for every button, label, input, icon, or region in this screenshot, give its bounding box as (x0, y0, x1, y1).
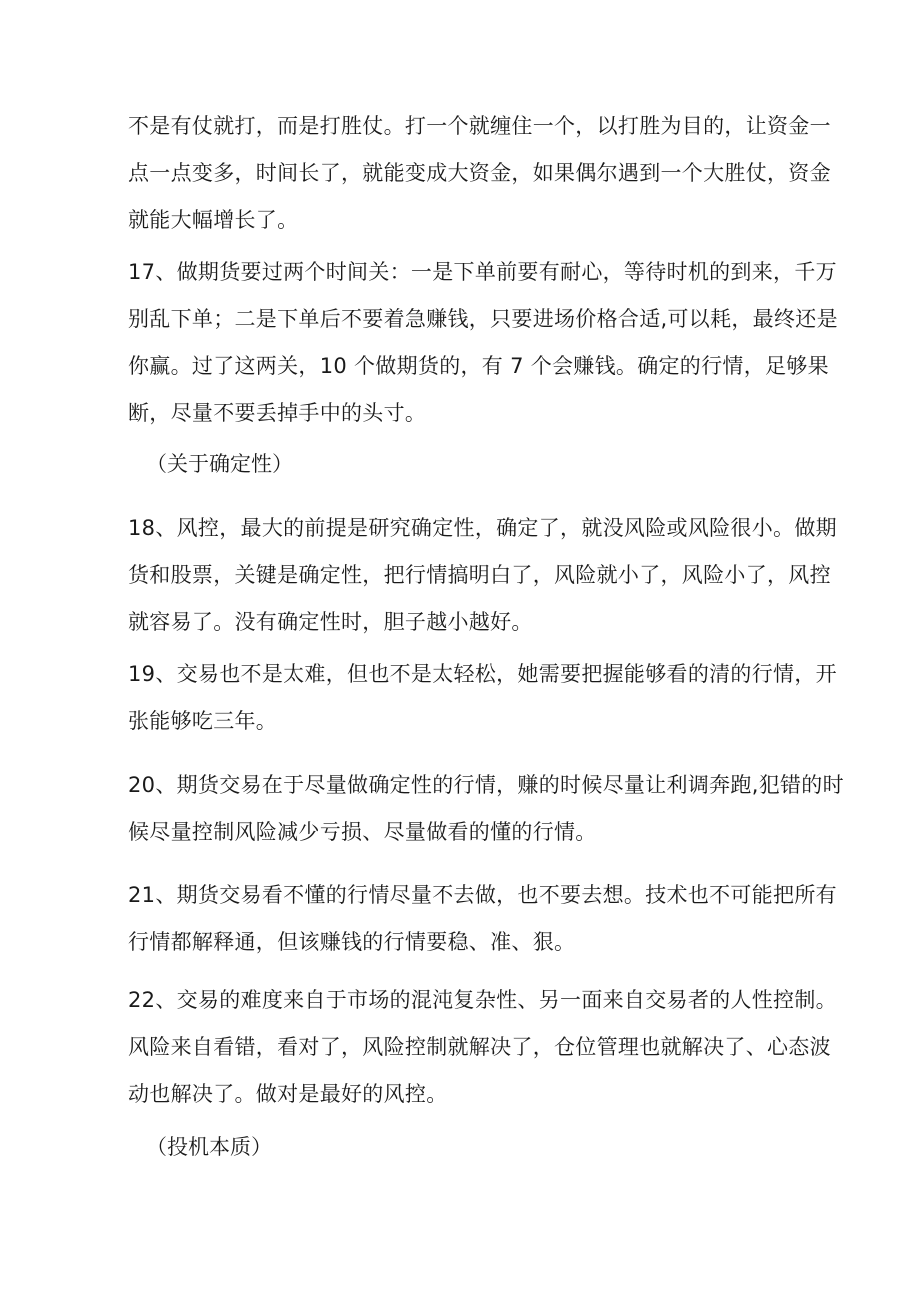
text-line: 19、交易也不是太难，但也不是太轻松，她需要把握能够看的清的行情，开 (128, 662, 837, 686)
text-line: 点一点变多，时间长了，就能变成大资金，如果偶尔遇到一个大胜仗，资金 (128, 161, 831, 185)
text-line: 动也解决了。做对是最好的风控。 (128, 1082, 448, 1106)
text-line: 17、做期货要过两个时间关：一是下单前要有耐心，等待时机的到来，千万 (128, 260, 837, 284)
paragraph-19 (128, 651, 837, 745)
text-line: 20、期货交易在于尽量做确定性的行情，赚的时候尽量让利调奔跑,犯错的时 (128, 773, 844, 797)
text-line: 张能够吃三年。 (128, 709, 278, 733)
text-line: 21、期货交易看不懂的行情尽量不去做，也不要去想。技术也不可能把所有 (128, 883, 837, 907)
paragraph-22 (128, 977, 837, 1118)
text-line: 候尽量控制风险减少亏损、尽量做看的懂的行情。 (128, 820, 597, 844)
text-line: 风险来自看错，看对了，风险控制就解决了，仓位管理也就解决了、心态波 (128, 1035, 831, 1059)
paragraph-20 (128, 762, 844, 856)
text-line: 不是有仗就打，而是打胜仗。打一个就缠住一个，以打胜为目的，让资金一 (128, 114, 831, 138)
text-line: 断，尽量不要丢掉手中的头寸。 (128, 401, 427, 425)
text-line: 货和股票，关键是确定性，把行情搞明白了，风险就小了，风险小了，风控 (128, 563, 831, 587)
text-line: 你赢。过了这两关，10 个做期货的，有 7 个会赚钱。确定的行情，足够果 (128, 354, 829, 378)
text-line: 行情都解释通，但该赚钱的行情要稳、准、狠。 (128, 930, 576, 954)
text-line: 22、交易的难度来自于市场的混沌复杂性、另一面来自交易者的人性控制。 (128, 988, 837, 1012)
section-heading-speculation: （投机本质） (146, 1135, 272, 1159)
paragraph-18 (128, 505, 837, 646)
text-line: 18、风控，最大的前提是研究确定性，确定了，就没风险或风险很小。做期 (128, 516, 837, 540)
text-line: 就能大幅增长了。 (128, 208, 299, 232)
text-line: 别乱下单；二是下单后不要着急赚钱，只要进场价格合适,可以耗，最终还是 (128, 307, 838, 331)
section-heading-certainty: （关于确定性） (146, 452, 293, 476)
paragraph-intro (128, 103, 831, 244)
paragraph-21 (128, 872, 837, 966)
paragraph-17 (128, 249, 838, 437)
text-line: 就容易了。没有确定性时，胆子越小越好。 (128, 610, 533, 634)
